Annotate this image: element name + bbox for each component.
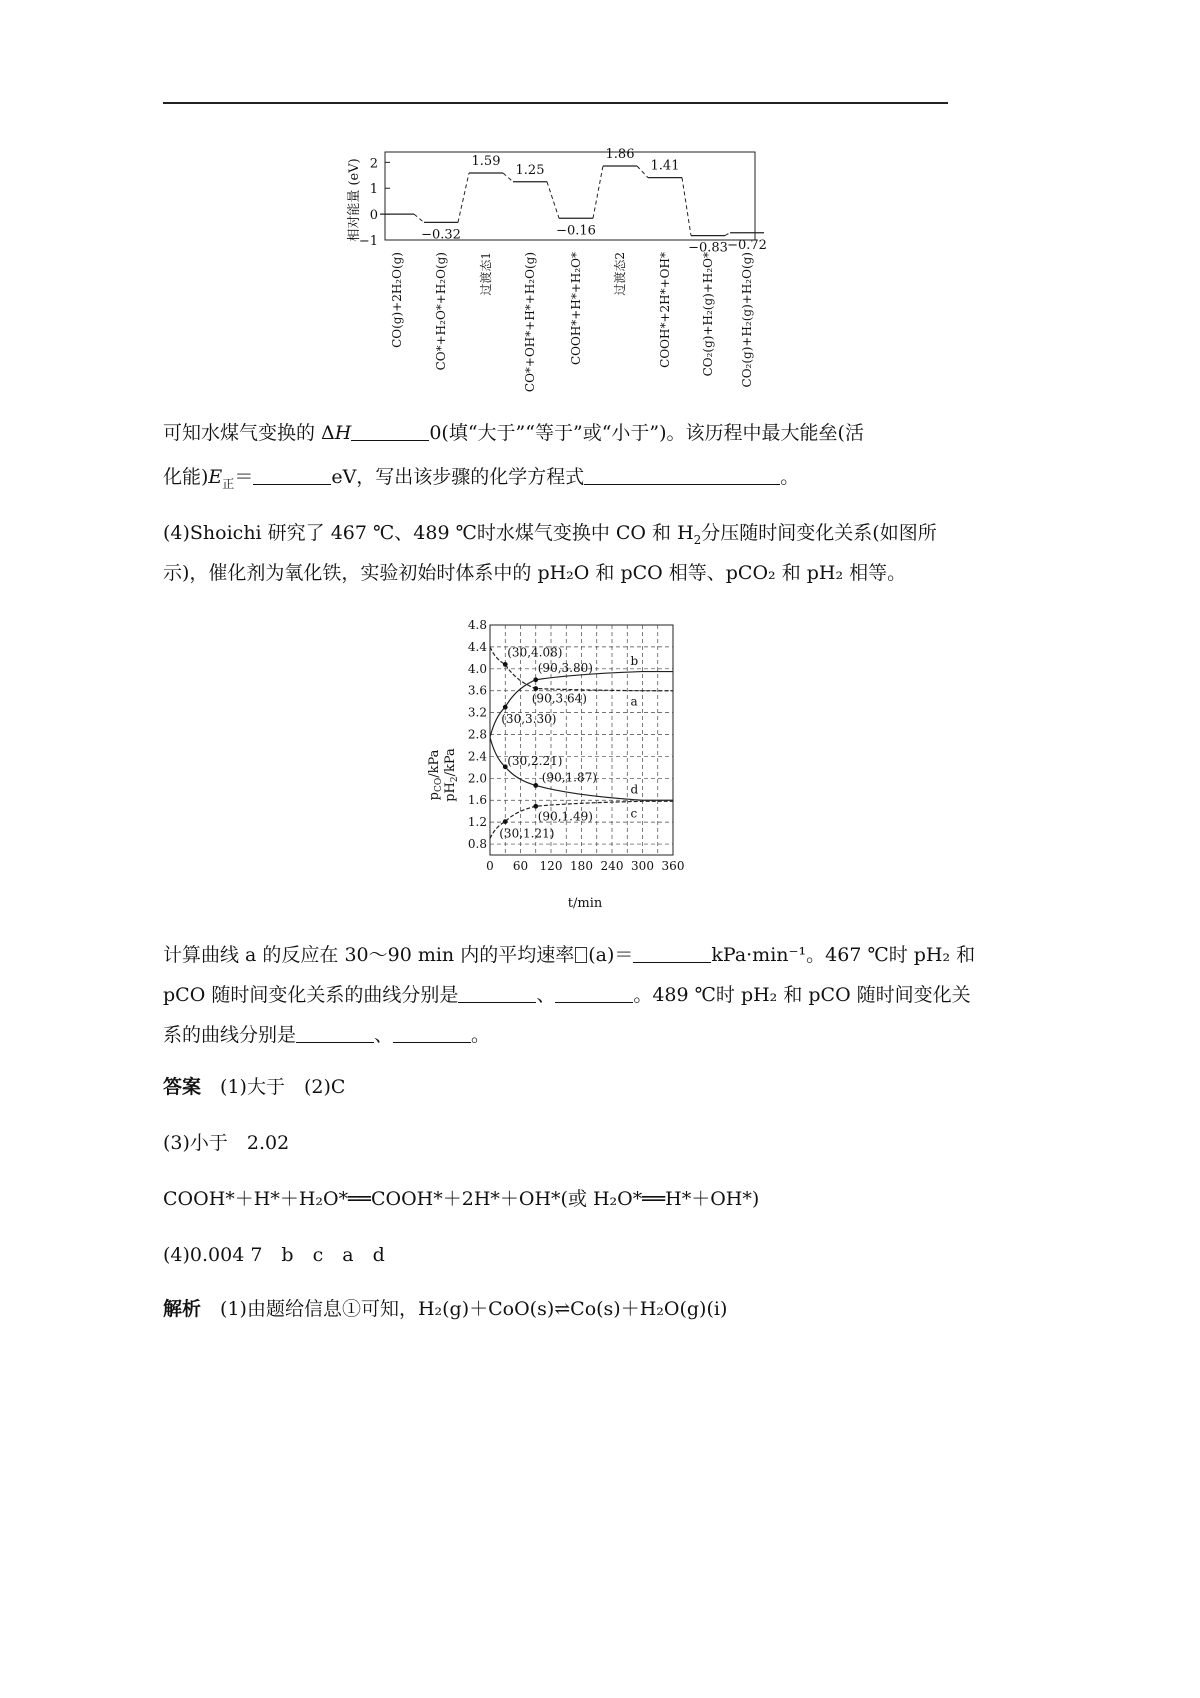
q3-e-subscript: 正 (222, 476, 235, 491)
pp-curve-label-b: b (630, 653, 639, 668)
pp-point-label: (30,3.30) (501, 712, 557, 727)
pp-x-tick-label: 120 (539, 859, 563, 873)
pp-x-tick-label: 0 (486, 859, 494, 873)
energy-level-label: −0.32 (421, 227, 461, 243)
pp-y-tick-label: 2.0 (467, 771, 487, 786)
pp-y-tick-label: 2.8 (467, 727, 487, 742)
calc-line-1 (163, 940, 975, 967)
pp-point-label: (90,3.80) (537, 660, 593, 675)
pp-data-point (503, 705, 508, 710)
energy-connector (637, 166, 648, 178)
pp-x-tick-label: 360 (661, 859, 685, 873)
pp-point-label: (30,4.08) (507, 645, 563, 660)
energy-connector (682, 178, 691, 236)
pp-y-tick-label: 2.4 (467, 749, 487, 764)
answer-line-4 (163, 1240, 385, 1267)
pp-data-point (533, 677, 538, 682)
pp-x-tick-label: 300 (631, 859, 654, 873)
pp-x-axis-label: t/min (567, 896, 603, 911)
energy-category-label: 过渡态1 (479, 252, 493, 296)
energy-level-label: −0.72 (727, 237, 767, 253)
energy-connector (458, 173, 469, 222)
energy-category-label: CO(g)+2H₂O(g) (390, 252, 404, 348)
energy-profile-chart (340, 140, 780, 400)
pp-data-point (533, 686, 538, 691)
q3-text-2b: ＝ (234, 466, 254, 488)
calc-text-3b: 、 (374, 1024, 394, 1046)
calc-line-3 (163, 1020, 490, 1047)
q3-text-1a: 可知水煤气变换的 Δ (163, 422, 335, 444)
pp-point-label: (30,1.21) (499, 826, 555, 841)
pp-y-axis-label-co: $p_{CO}$/kPa (427, 749, 444, 801)
answer-equation (163, 1184, 759, 1211)
pp-y-axis-label-h2: $pH_2$/kPa (443, 748, 460, 802)
energy-y-tick-label: −1 (358, 234, 378, 249)
answer-1: (1)大于 (2)C (220, 1076, 346, 1098)
answer-3: (3)小于 2.02 (163, 1132, 290, 1154)
pp-point-label: (90,3.64) (531, 691, 587, 706)
header-rule (163, 102, 948, 104)
q3-text-2c: eV，写出该步骤的化学方程式 (331, 466, 585, 488)
analysis-line-1 (163, 1294, 727, 1321)
blank-curve-4 (393, 1023, 471, 1043)
pp-x-tick-label: 180 (570, 859, 593, 873)
pp-y-tick-label: 4.0 (467, 661, 487, 676)
blank-equation (584, 465, 780, 485)
energy-category-label: CO*+OH*+H*+H₂O(g) (523, 252, 537, 393)
energy-connector (503, 173, 513, 182)
q4-text-1b: 分压随时间变化关系(如图所 (701, 522, 937, 544)
energy-level-label: −0.83 (688, 240, 728, 256)
calc-text-3c: 。 (471, 1024, 491, 1046)
answer-label: 答案 (163, 1076, 202, 1098)
energy-y-tick-label: 0 (369, 208, 378, 224)
pp-point-label: (90,1.87) (541, 770, 597, 785)
answer-eq: COOH*＋H*＋H₂O*══COOH*＋2H*＋OH*(或 H₂O*══H*＋OH*) (163, 1188, 760, 1210)
calc-text-1b: (a)＝ (588, 944, 634, 966)
answer-4: (4)0.004 7 b c a d (163, 1244, 385, 1266)
calc-text-3a: 系的曲线分别是 (163, 1024, 297, 1046)
pp-y-tick-label: 1.2 (467, 815, 487, 830)
blank-curve-2 (555, 983, 633, 1003)
pp-data-point (503, 662, 508, 667)
calc-line-2 (163, 980, 971, 1007)
q3-text-2a: 化能) (163, 466, 209, 488)
pp-y-tick-label: 0.8 (467, 837, 487, 852)
calc-text-2c: 。489 ℃时 pH₂ 和 pCO 随时间变化关 (633, 984, 971, 1006)
pp-curve-label-c: c (630, 806, 638, 821)
blank-activation-energy (253, 465, 331, 485)
pp-x-tick-label: 60 (512, 859, 529, 873)
partial-pressure-chart (420, 615, 720, 915)
analysis-label: 解析 (163, 1298, 202, 1320)
energy-connector (725, 233, 730, 236)
q4-h2-sub: 2 (693, 532, 702, 547)
energy-level-label: 1.86 (605, 146, 635, 162)
energy-level-label: −0.16 (556, 223, 596, 239)
answer-line-3 (163, 1128, 289, 1155)
energy-level-label: 1.25 (515, 162, 545, 178)
pp-data-point (533, 804, 538, 809)
q4-text-2: 示)，催化剂为氧化铁，实验初始时体系中的 pH₂O 和 pCO 相等、pCO₂ 和 pH₂ 相等。 (163, 562, 907, 584)
energy-connector (547, 182, 559, 218)
calc-text-2b: 、 (536, 984, 556, 1006)
calc-text-2a: pCO 随时间变化关系的曲线分别是 (163, 984, 459, 1006)
analysis-1: (1)由题给信息①可知，H₂(g)＋CoO(s)⇌Co(s)＋H₂O(g)(i) (220, 1298, 728, 1320)
energy-category-label: CO₂(g)+H₂(g)+H₂O* (701, 252, 715, 377)
pp-x-tick-label: 240 (600, 859, 624, 873)
energy-level-label: 1.59 (471, 153, 501, 169)
q3-line-1 (163, 418, 864, 445)
energy-connector (593, 166, 603, 218)
pp-y-tick-label: 4.4 (467, 639, 487, 654)
energy-category-label: COOH*+2H*+OH* (658, 252, 672, 368)
q4-text-1a: (4)Shoichi 研究了 467 ℃、489 ℃时水煤气变换中 CO 和 H (163, 522, 694, 544)
pp-curve-label-d: d (630, 782, 639, 797)
q3-line-2 (163, 462, 799, 492)
blank-curve-3 (296, 1023, 374, 1043)
energy-y-tick-label: 1 (369, 182, 378, 198)
blank-rate (633, 943, 711, 963)
q3-text-2d: 。 (780, 466, 800, 488)
q3-text-1b: 0(填“大于”“等于”或“小于”)。该历程中最大能垒(活 (429, 422, 864, 444)
energy-category-label: CO₂(g)+H₂(g)+H₂O(g) (740, 252, 754, 388)
q3-e-symbol: E (208, 466, 223, 488)
rate-symbol-icon (575, 947, 587, 963)
q4-line-2 (163, 558, 906, 585)
answer-line-1 (163, 1072, 345, 1099)
pp-y-tick-label: 3.2 (467, 705, 487, 720)
pp-data-point (533, 783, 538, 788)
calc-text-1c: kPa·min⁻¹。467 ℃时 pH₂ 和 (711, 944, 976, 966)
energy-y-tick-label: 2 (369, 156, 378, 172)
energy-connector (414, 214, 424, 222)
blank-curve-1 (458, 983, 536, 1003)
pp-point-label: (30,2.21) (507, 753, 563, 768)
q4-line-1 (163, 518, 937, 547)
energy-category-label: 过渡态2 (613, 252, 627, 296)
energy-level-label: 1.41 (650, 158, 680, 174)
pp-curve-label-a: a (630, 694, 638, 709)
energy-category-label: COOH*+H*+H₂O* (569, 252, 583, 366)
blank-delta-h (351, 421, 429, 441)
pp-y-tick-label: 3.6 (467, 683, 487, 698)
q3-delta-h: H (334, 422, 352, 444)
energy-category-label: CO*+H₂O*+H₂O(g) (434, 252, 448, 371)
pp-y-tick-label: 4.8 (467, 618, 487, 632)
pp-y-tick-label: 1.6 (467, 793, 487, 808)
pp-data-point (503, 819, 508, 824)
pp-point-label: (90,1.49) (537, 809, 593, 824)
energy-y-axis-label: 相对能量 (eV) (347, 158, 362, 242)
calc-text-1a: 计算曲线 a 的反应在 30～90 min 内的平均速率 (163, 944, 575, 966)
